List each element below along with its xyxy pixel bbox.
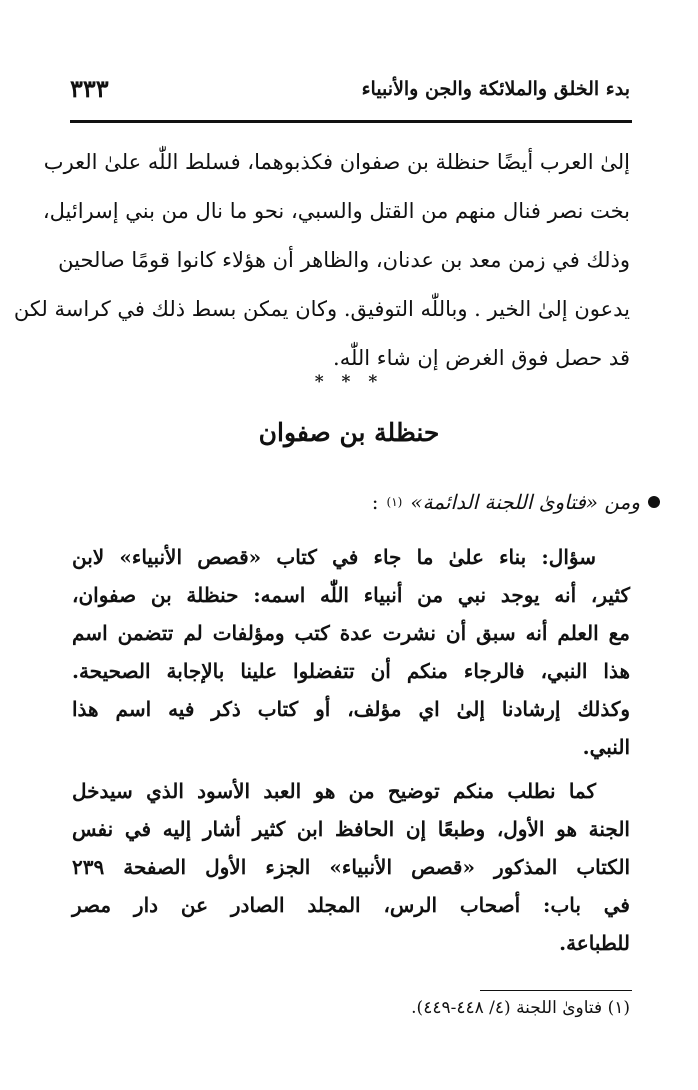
text-line: قد حصل فوق الغرض إن شاء اللّٰه. [333, 346, 630, 370]
text-line: وذلك في زمن معد بن عدنان، والظاهر أن هؤلاء كانوا قومًا صالحين [58, 248, 630, 272]
question-line: كثير، أنه يوجد نبي من أنبياء اللّٰه اسمه: حنظلة بن صفوان، [72, 583, 630, 607]
header-rule [70, 120, 632, 123]
question-line: وكذلك إرشادنا إلىٰ اي مؤلف، أو كتاب ذكر فيه اسم هذا [72, 697, 630, 721]
question-line: الجنة هو الأول، وطبعًا إن الحافظ ابن كثير أشار إليه في نفس [72, 817, 630, 841]
source-title: ومن «فتاوىٰ اللجنة الدائمة» [410, 490, 640, 514]
footnote: (١) فتاوىٰ اللجنة (٤/ ٤٤٨-٤٤٩). [411, 998, 630, 1018]
text-line: إلىٰ العرب أيضًا حنظلة بن صفوان فكذبوهما، فسلط اللّٰه علىٰ العرب [43, 150, 630, 174]
question-line: في باب: أصحاب الرس، المجلد الصادر عن دار مصر [72, 893, 630, 917]
footnote-rule [480, 990, 632, 991]
question-line: مع العلم أنه سبق أن نشرت عدة كتب ومؤلفات لم تتضمن اسم [72, 621, 630, 645]
running-title: بدء الخلق والملائكة والجن والأنبياء [361, 78, 630, 100]
text-line: يدعون إلىٰ الخير . وباللّٰه التوفيق. وكان يمكن بسط ذلك في كراسة لكن [13, 297, 630, 321]
question-line: سؤال: بناء علىٰ ما جاء في كتاب «قصص الأنبياء» لابن [72, 545, 596, 569]
text-line: بخت نصر فنال منهم من القتل والسبي، نحو ما نال من بني إسرائيل، [42, 199, 630, 223]
question-line: هذا النبي، فالرجاء منكم أن تتفضلوا علينا بالإجابة الصحيحة. [72, 659, 630, 683]
page-header [70, 74, 630, 112]
question-block [72, 538, 630, 962]
source-line [372, 490, 660, 514]
footnote-marker: (١) [386, 495, 403, 509]
section-title: حنظلة بن صفوان [258, 418, 440, 447]
intro-paragraph [13, 138, 630, 383]
source-colon: : [371, 490, 379, 514]
question-line: النبي. [582, 735, 630, 759]
bullet-icon [648, 496, 660, 508]
question-line: للطباعة. [559, 931, 630, 955]
question-line: الكتاب المذكور «قصص الأنبياء» الجزء الأول الصفحة ٢٣٩ [72, 855, 630, 879]
page-number: ٣٣٣ [70, 74, 109, 103]
question-line: كما نطلب منكم توضيح من هو العبد الأسود الذي سيدخل [72, 779, 596, 803]
section-separator: * * * [314, 372, 384, 392]
